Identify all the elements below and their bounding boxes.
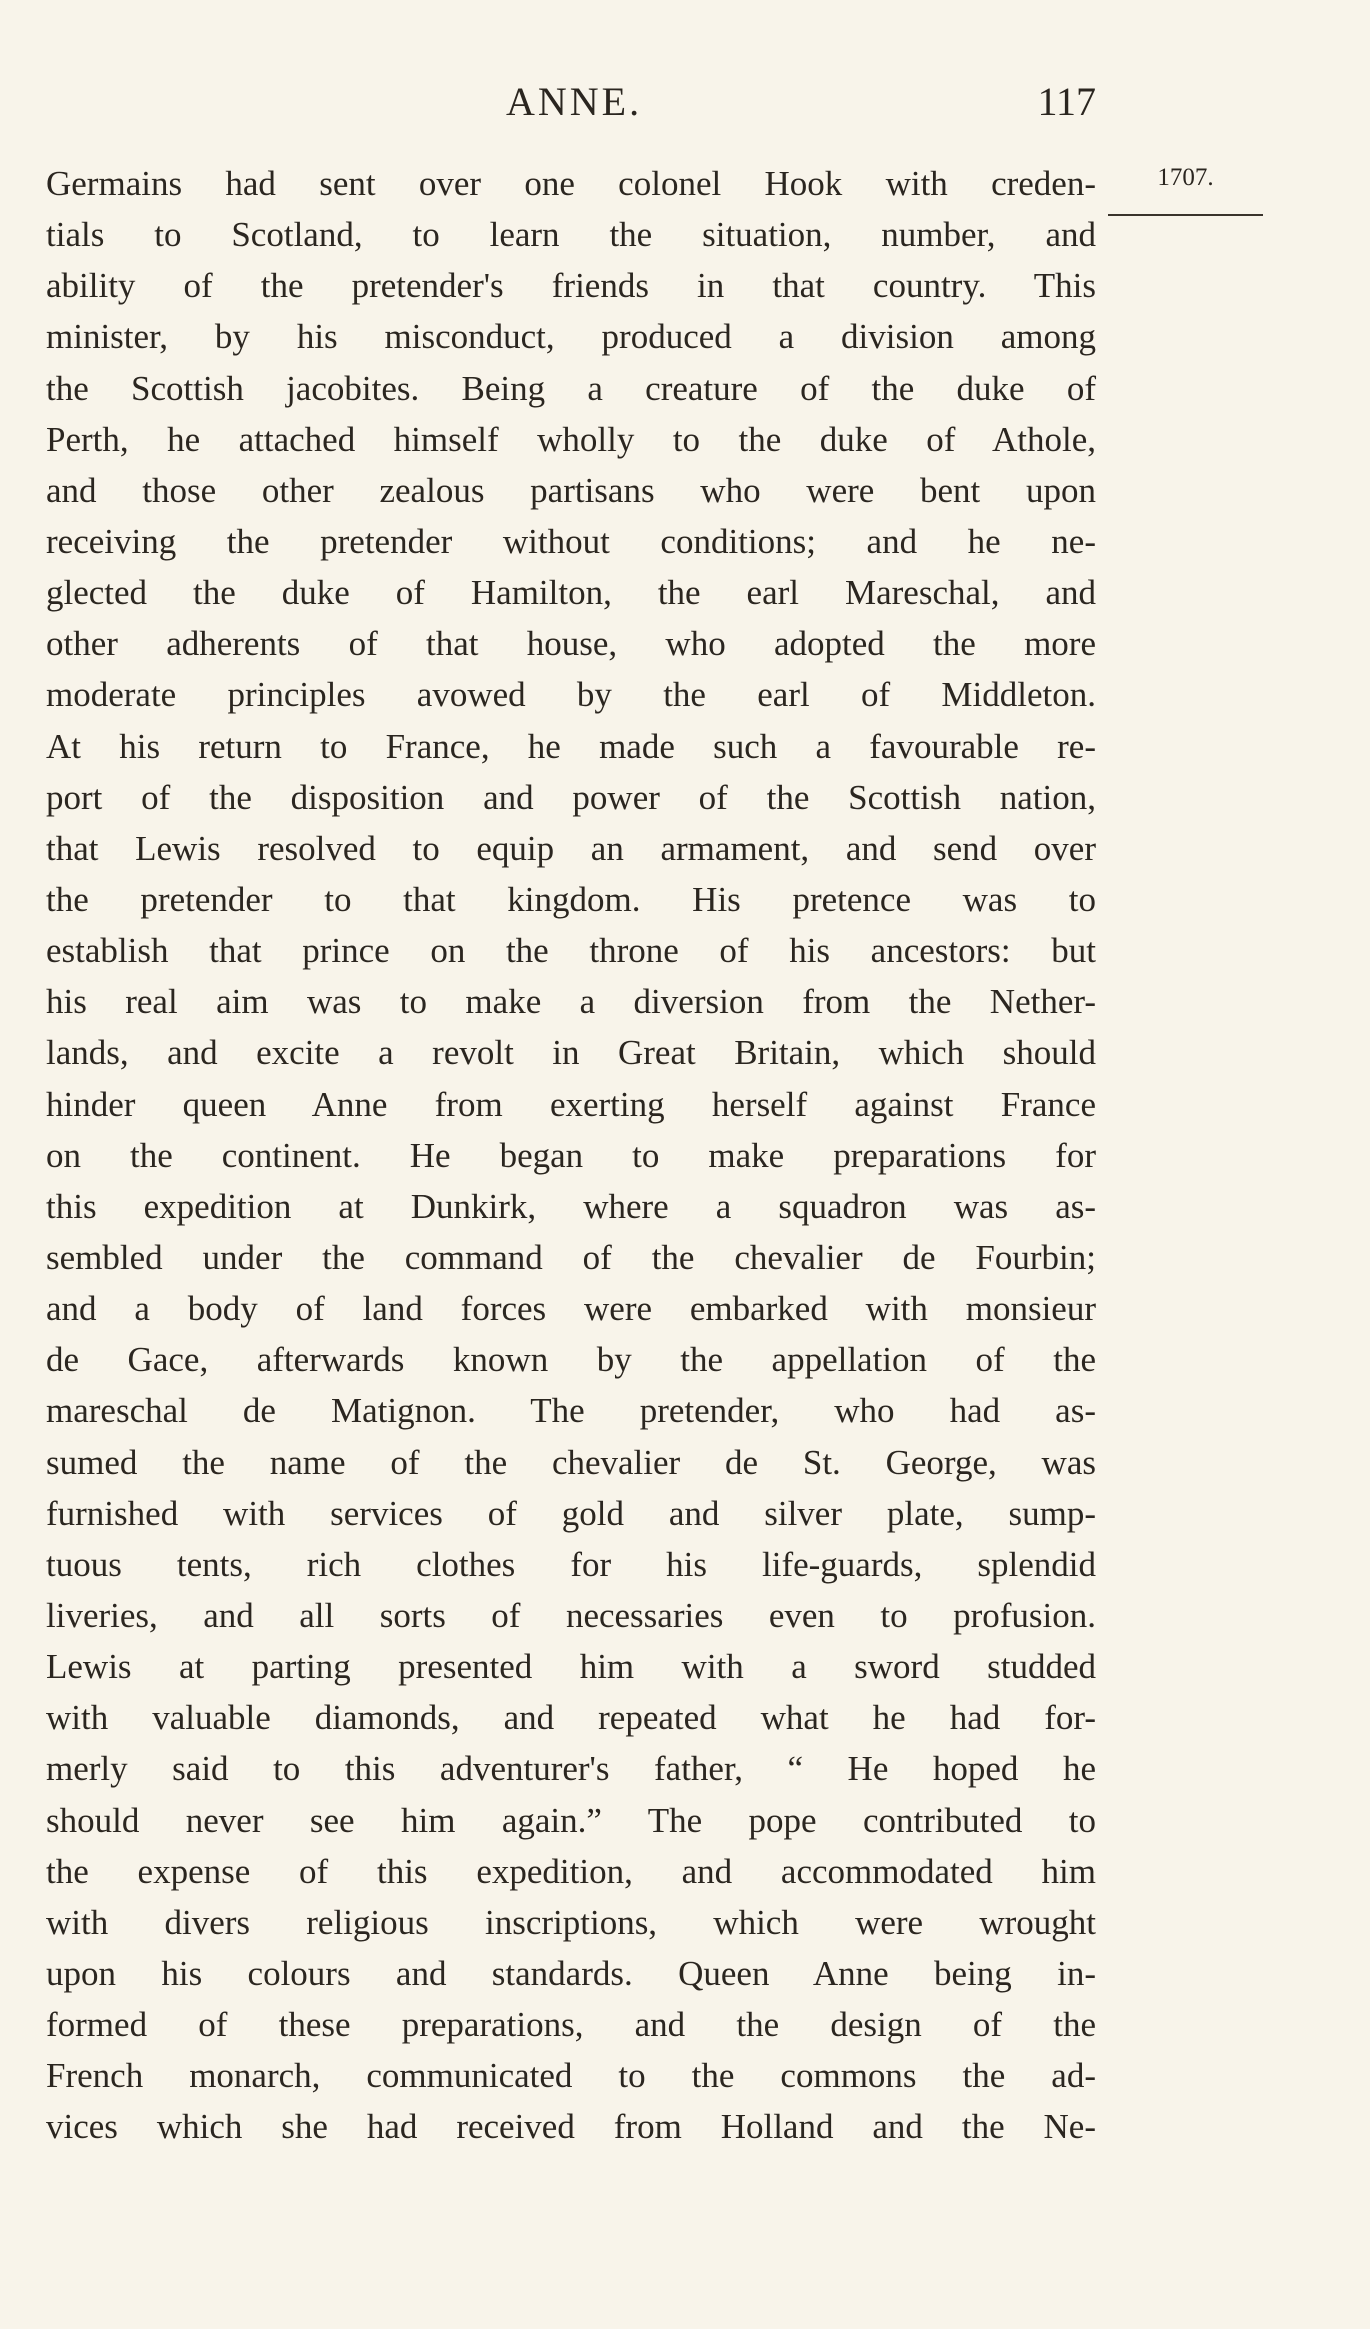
- text-line: sembled under the command of the chevalier de Fourbin;: [46, 1237, 1096, 1277]
- text-line: At his return to France, he made such a favourable re-: [46, 726, 1096, 766]
- text-line: and a body of land forces were embarked with monsieur: [46, 1289, 1096, 1329]
- text-line: moderate principles avowed by the earl of Middleton.: [46, 675, 1096, 715]
- text-line: liveries, and all sorts of necessaries even to profusion.: [46, 1595, 1096, 1635]
- text-line: receiving the pretender without conditions; and he ne-: [46, 521, 1096, 561]
- text-line: hinder queen Anne from exerting herself against France: [46, 1084, 1096, 1124]
- text-line: ability of the pretender's friends in that country. This: [46, 266, 1096, 306]
- text-line: the pretender to that kingdom. His pretence was to: [46, 879, 1096, 919]
- text-line: the Scottish jacobites. Being a creature of the duke of: [46, 368, 1096, 408]
- text-line: the expense of this expedition, and accommodated him: [46, 1851, 1096, 1891]
- margin-note: [1108, 158, 1263, 216]
- text-line: other adherents of that house, who adopted the more: [46, 624, 1096, 664]
- page-header: [46, 72, 1096, 132]
- text-line: upon his colours and standards. Queen Anne being in-: [46, 1953, 1096, 1993]
- text-line: with divers religious inscriptions, which were wrought: [46, 1902, 1096, 1942]
- margin-rule: [1108, 214, 1263, 216]
- text-line: mareschal de Matignon. The pretender, who had as-: [46, 1391, 1096, 1431]
- text-line: de Gace, afterwards known by the appellation of the: [46, 1340, 1096, 1380]
- text-line: with valuable diamonds, and repeated what he had for-: [46, 1698, 1096, 1738]
- text-line: tials to Scotland, to learn the situation, number, and: [46, 215, 1096, 255]
- running-title: ANNE.: [506, 79, 643, 124]
- text-line: merly said to this adventurer's father, “ He hoped he: [46, 1749, 1096, 1789]
- text-line: lands, and excite a revolt in Great Britain, which should: [46, 1033, 1096, 1073]
- text-line: sumed the name of the chevalier de St. George, was: [46, 1442, 1096, 1482]
- text-line: Germains had sent over one colonel Hook with creden-: [46, 164, 1096, 203]
- text-line: glected the duke of Hamilton, the earl Mareschal, and: [46, 573, 1096, 613]
- text-line: that Lewis resolved to equip an armament, and send over: [46, 828, 1096, 868]
- body-text: [46, 158, 1096, 2152]
- text-line: his real aim was to make a diversion from the Nether-: [46, 982, 1096, 1022]
- text-line: establish that prince on the throne of his ancestors: but: [46, 931, 1096, 971]
- text-line: port of the disposition and power of the Scottish nation,: [46, 777, 1096, 817]
- text-line: furnished with services of gold and silver plate, sump-: [46, 1493, 1096, 1533]
- text-line: minister, by his misconduct, produced a division among: [46, 317, 1096, 357]
- page-number: 117: [1037, 79, 1096, 124]
- margin-year: 1707.: [1157, 164, 1214, 191]
- text-line: French monarch, communicated to the commons the ad-: [46, 2056, 1096, 2096]
- text-line: on the continent. He began to make preparations for: [46, 1135, 1096, 1175]
- text-line: this expedition at Dunkirk, where a squadron was as-: [46, 1186, 1096, 1226]
- text-line: vices which she had received from Holland and the Ne-: [46, 2107, 1096, 2147]
- text-line: Lewis at parting presented him with a sword studded: [46, 1647, 1096, 1687]
- text-line: tuous tents, rich clothes for his life-guards, splendid: [46, 1544, 1096, 1584]
- text-line: should never see him again.” The pope contributed to: [46, 1800, 1096, 1840]
- text-line: Perth, he attached himself wholly to the duke of Athole,: [46, 419, 1096, 459]
- text-line: and those other zealous partisans who were bent upon: [46, 470, 1096, 510]
- text-line: formed of these preparations, and the design of the: [46, 2005, 1096, 2045]
